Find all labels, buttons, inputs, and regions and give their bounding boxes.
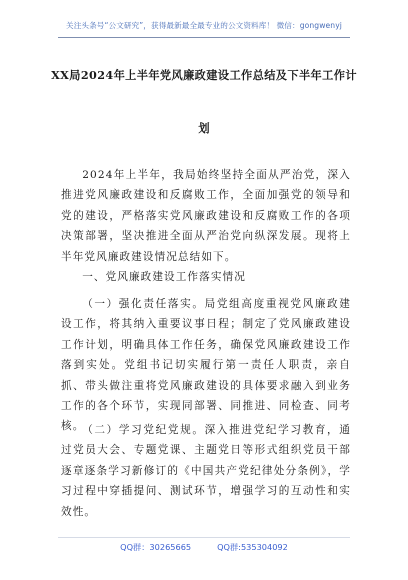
document-title-continuation: 划: [198, 121, 210, 135]
party-discipline-paragraph: [61, 420, 351, 522]
qq-group-1: QQ群：30265665: [120, 542, 192, 552]
header-banner: [0, 0, 408, 42]
qq-group-2: QQ群:535304092: [217, 542, 288, 552]
paragraph-text: （一）强化责任落实。局党组高度重视党风廉政建设工作，将其纳入重要议事日程；制定了党风廉政建设工作计划，明确具体工作任务，确保党风廉政建设工作落到实处。党组书记切实履行第一责任人职责，亲自抓、带头做注重将党风廉政建设的具体要求融入到业务工作的各个环节，实现同部署、同推进、同检查、同考核。: [61, 298, 351, 433]
paragraph-text: （二）学习党纪党规。深入推进党纪学习教育，通过党员大会、专题党课、主题党日等形式组织党员干部逐章逐条学习新修订的《中国共产党纪律处分条例》，学习过程中穿插提问、测试环节，增强学习的互动性和实效性。: [61, 424, 351, 518]
paragraph-text: 2024年上半年，我局始终坚持全面从严治党，深入推进党风廉政建设和反腐败工作，全面加强党的领导和党的建设，严格落实党风廉政建设和反腐败工作的各项决策部署，坚决推进全面从严治党向纵深发展。现将上半年党风廉政建设情况总结如下。: [61, 169, 351, 263]
footer-contact: [0, 542, 408, 553]
section-heading: [61, 267, 351, 287]
footer-divider: [58, 537, 350, 538]
intro-paragraph: [61, 165, 351, 267]
header-divider: [58, 37, 350, 38]
document-title: XX局2024年上半年党风廉政建设工作总结及下半年工作计: [51, 68, 357, 82]
section-heading-text: 一、党风廉政建设工作落实情况: [82, 271, 246, 283]
responsibility-paragraph: [61, 294, 351, 437]
header-banner-text: 关注头条号“公文研究”，获得最新最全最专业的公文资料库！ 微信：gongwenyj: [66, 21, 342, 30]
